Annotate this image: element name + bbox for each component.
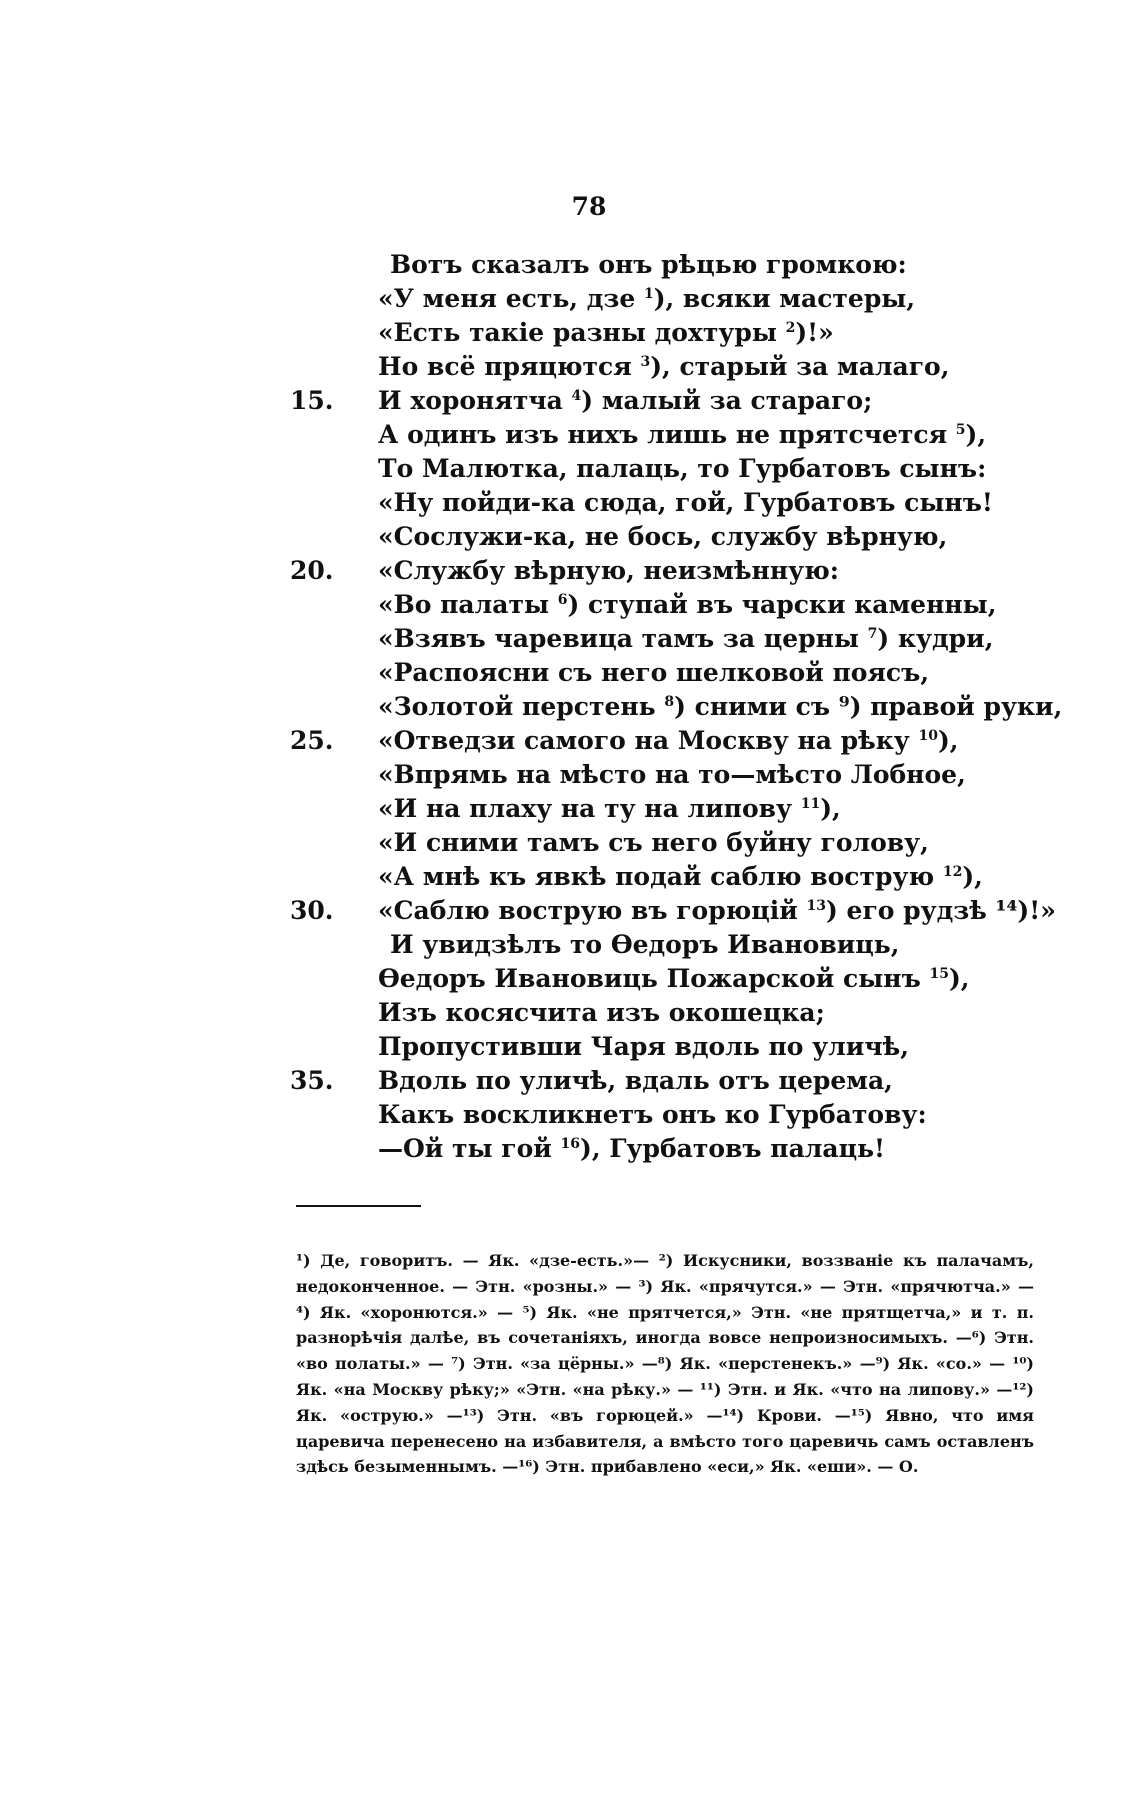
verse-text-tail: ), — [937, 726, 959, 755]
verse-text-tail: ), — [965, 420, 987, 449]
poem-text — [290, 248, 1063, 1166]
verse-text: Пропустивши Чаря вдоль по уличѣ, — [378, 1032, 909, 1061]
verse-text-tail: ) его рудзѣ ¹⁴)!» — [826, 896, 1056, 925]
verse-text-tail: )!» — [795, 318, 834, 347]
footnotes — [296, 1248, 1034, 1480]
footnote-marker: 7 — [867, 626, 878, 642]
verse-text-tail: ), старый за малаго, — [650, 352, 950, 381]
verse-text: «А мнѣ къ явкѣ подай саблю вострую — [378, 862, 943, 891]
verse-line — [290, 418, 990, 452]
verse-text: Вдоль по уличѣ, вдаль отъ церема, — [378, 1066, 893, 1095]
verse-text: Какъ воскликнетъ онъ ко Гурбатову: — [378, 1100, 927, 1129]
verse-line — [290, 996, 990, 1030]
verse-text: «Взявъ чаревица тамъ за церны — [378, 624, 868, 653]
verse-text: «Распоясни съ него шелковой поясъ, — [378, 658, 930, 687]
verse-line — [290, 962, 990, 996]
verse-line — [290, 894, 1056, 928]
footnote-marker: 11 — [800, 796, 821, 812]
verse-text: «Отведзи самого на Москву на рѣку — [378, 726, 919, 755]
verse-text-tail: ) малый за стараго; — [581, 386, 873, 415]
footnote-marker: 5 — [955, 422, 966, 438]
verse-line — [290, 486, 993, 520]
verse-text-tail: ) сними съ ⁹) правой руки, — [674, 692, 1063, 721]
verse-line — [290, 928, 990, 962]
verse-line — [290, 860, 990, 894]
footnote-marker: 15 — [929, 966, 949, 982]
verse-text: Вотъ сказалъ онъ рѣцью громкою: — [390, 250, 907, 279]
footnote-marker: 2 — [785, 320, 796, 336]
verse-line — [290, 452, 990, 486]
verse-line — [290, 554, 990, 588]
verse-text: И хоронятча — [378, 386, 572, 415]
verse-text: Ѳедоръ Ивановиць Пожарской сынъ — [378, 964, 930, 993]
verse-line — [290, 248, 990, 282]
verse-line — [290, 384, 990, 418]
verse-line — [290, 792, 990, 826]
verse-text: И увидзѣлъ то Ѳедоръ Ивановиць, — [390, 930, 900, 959]
verse-text-tail: ), Гурбатовъ палаць! — [580, 1134, 886, 1163]
verse-text-tail: ) кудри, — [877, 624, 994, 653]
verse-line — [290, 1064, 990, 1098]
verse-line-number: 25. — [290, 726, 334, 755]
verse-text: То Малютка, палаць, то Гурбатовъ сынъ: — [378, 454, 987, 483]
footnotes-text: ¹) Де, говоритъ. — Як. «дзе-есть.»— ²) Искусники, воззваніе къ палачамъ, недоконченное. — Этн. «розны.» — ³) Як. «прячутся.» — Этн. «прячютча.» — ⁴) Як. «хоронются.» — ⁵) Як. «не прятчется,» Этн. «не прятщетча,» и т. п. разнорѣчія далѣе, въ сочетаніяхъ, иногда вовсе непроизносимыхъ. —⁶) Этн. «во полаты.» — ⁷) Этн. «за цёрны.» —⁸) Як. «перстенекъ.» —⁹) Як. «со.» — ¹⁰) Як. «на Москву рѣку;» «Этн. «на рѣку.» — ¹¹) Этн. и Як. «что на липову.» —¹²) Як. «острую.» —¹³) Этн. «въ горюцей.» —¹⁴) Крови. —¹⁵) Явно, что имя царевича перенесено на избавителя, а вмѣсто того царевичь самъ оставленъ здѣсь безыменнымъ. —¹⁶) Этн. прибавлено «еси,» Як. «еши». — О. — [296, 1251, 1034, 1477]
footnote-marker: 10 — [918, 728, 938, 744]
verse-text: А одинъ изъ нихъ лишь не прятсчется — [378, 420, 956, 449]
footnote-divider — [296, 1205, 421, 1207]
verse-line — [290, 1030, 990, 1064]
footnote-marker: 12 — [942, 864, 963, 880]
verse-text: «Ну пойди-ка сюда, гой, Гурбатовъ сынъ! — [378, 488, 993, 517]
verse-line — [290, 690, 1063, 724]
verse-line — [290, 588, 997, 622]
verse-line — [290, 1098, 990, 1132]
verse-line-number: 20. — [290, 556, 334, 585]
footnote-marker: 16 — [560, 1136, 581, 1152]
verse-line — [290, 622, 994, 656]
footnote-marker: 13 — [806, 898, 826, 914]
verse-line-number: 35. — [290, 1066, 334, 1095]
verse-text: «У меня есть, дзе — [378, 284, 644, 313]
verse-line — [290, 1132, 990, 1166]
verse-line — [290, 826, 990, 860]
verse-text-tail: ), — [948, 964, 970, 993]
verse-text: «Впрямь на мѣсто на то—мѣсто Лобное, — [378, 760, 966, 789]
verse-line — [290, 282, 990, 316]
footnote-marker: 4 — [571, 388, 582, 404]
verse-text: «Службу вѣрную, неизмѣнную: — [378, 556, 840, 585]
footnote-marker: 3 — [640, 354, 651, 370]
verse-line — [290, 724, 990, 758]
footnote-marker: 1 — [643, 286, 654, 302]
verse-text: «Сослужи-ка, не бось, службу вѣрную, — [378, 522, 948, 551]
verse-text: «И сними тамъ съ него буйну голову, — [378, 828, 929, 857]
verse-text: —Ой ты гой — [378, 1134, 561, 1163]
verse-line — [290, 316, 990, 350]
verse-text-tail: ), — [962, 862, 983, 891]
footnote-marker: 6 — [557, 592, 568, 608]
verse-line — [290, 656, 990, 690]
verse-text: «Во палаты — [378, 590, 558, 619]
verse-text-tail: ), всяки мастеры, — [653, 284, 916, 313]
verse-text: «Есть такіе разны дохтуры — [378, 318, 786, 347]
verse-line — [290, 520, 990, 554]
verse-text-tail: ) ступай въ чарски каменны, — [567, 590, 997, 619]
verse-line — [290, 758, 990, 792]
verse-text-tail: ), — [820, 794, 841, 823]
verse-text: «Золотой перстень — [378, 692, 665, 721]
footnote-marker: 8 — [664, 694, 675, 710]
verse-text: «И на плаху на ту на липову — [378, 794, 801, 823]
verse-line-number: 30. — [290, 896, 334, 925]
verse-text: Но всё пряцются — [378, 352, 641, 381]
verse-line-number: 15. — [290, 386, 334, 415]
page-number: 78 — [571, 192, 607, 221]
verse-text: «Саблю вострую въ горюцій — [378, 896, 807, 925]
verse-line — [290, 350, 990, 384]
verse-text: Изъ косясчита изъ окошецка; — [378, 998, 825, 1027]
